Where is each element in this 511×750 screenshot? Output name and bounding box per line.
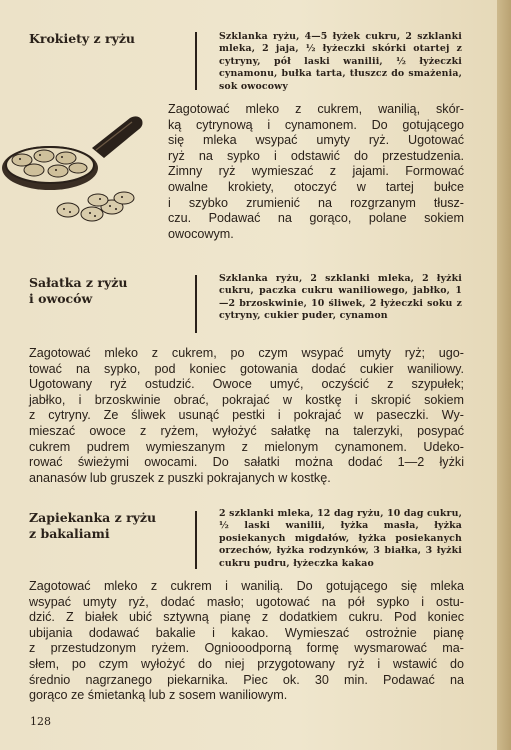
ingredients-salatka: Szklanka ryżu, 2 szklanki mleka, 2 łyżki cukru, paczka cukru waniliowego, jabłko, 1—2 brzoskwinie, 10 śliwek, 2 łyżeczki soku z cytryny, cukier puder, cynamon: [219, 273, 462, 322]
ingredients-divider: [195, 511, 197, 569]
recipe-title-zapiekanka: Zapiekanka z ryżu z bakaliami: [29, 510, 157, 541]
ingredients-divider: [195, 32, 197, 90]
page-number: 128: [30, 715, 51, 728]
recipe-title-salatka: Sałatka z ryżu i owoców: [29, 275, 128, 306]
page-edge: [497, 0, 511, 750]
instructions-salatka: Zagotować mleko z cukrem, po czym wsypać umyty ryż; ugo- tować na sypko, pod koniec gotowania dodać cukier waniliowy. Ugotowany ryż ostudzić. Owoce umyć, oczyścić z szypułek; jabłko, i brzoskwinie obrać, pokrajać w kostkę i skropić sokiem z cytryny. Ze śliwek usunąć pestki i pokrajać w paseczki. Wy- mieszać owoce z ryżem, wyłożyć sałatkę na talerzyki, posypać cukrem pudrem wymieszanym z mielonym cynamonem. Udeko- rować świeżymi owocami. Do sałatki można dodać 1—2 łyżki ananasów lub gruszek z puszki pokrajanych w kostkę.: [29, 346, 464, 485]
ingredients-krokiety: Szklanka ryżu, 4—5 łyżek cukru, 2 szklanki mleka, 2 jaja, ½ łyżeczki skórki otartej z cytryny, pół laski wanilii, ½ łyżeczki cynamonu, bułka tarta, tłuszcz do smażenia, sok owocowy: [219, 31, 462, 92]
ingredients-divider: [195, 275, 197, 333]
ingredients-zapiekanka: 2 szklanki mleka, 12 dag ryżu, 10 dag cukru, ½ laski wanilii, łyżka masła, łyżka posiekanych migdałów, łyżka posiekanych orzechów, łyżka rodzynków, 3 białka, 3 łyżki cukru pudru, łyżeczka kakao: [219, 508, 462, 569]
instructions-zapiekanka: Zagotować mleko z cukrem i wanilią. Do gotującego się mleka wsypać umyty ryż, dodać masło; ugotować na pół sypko i ostu- dzić. Z białek ubić sztywną pianę z dodatkiem cukru. Pod koniec ubijania dodawać bakalie i kakao. Wymieszać ostrożnie pianę z przestudzonym ryżem. Ogniooodporną formę wysmarować ma- słem, po czym wyłożyć do niej przygotowany ryż i wstawić do średnio nagrzanego piekarnika. Piec ok. 30 min. Podawać na gorąco ze śmietanką lub z sosem waniliowym.: [29, 579, 464, 703]
recipe-title-krokiety: Krokiety z ryżu: [29, 31, 136, 46]
instructions-krokiety: Zagotować mleko z cukrem, wanilią, skór- ką cytrynową i cynamonem. Do gotującego się mleka wsypać umyty ryż. Ugotować ryż na sypko i odstawić do przestudzenia. Zimny ryż wymieszać z jajami. Formować owalne krokiety, otoczyć w tartej bułce i szybko zrumienić na rozgrzanym tłusz- czu. Podawać na gorąco, polane sokiem owocowym.: [168, 102, 464, 241]
croquettes-pan-illustration: [0, 110, 170, 230]
